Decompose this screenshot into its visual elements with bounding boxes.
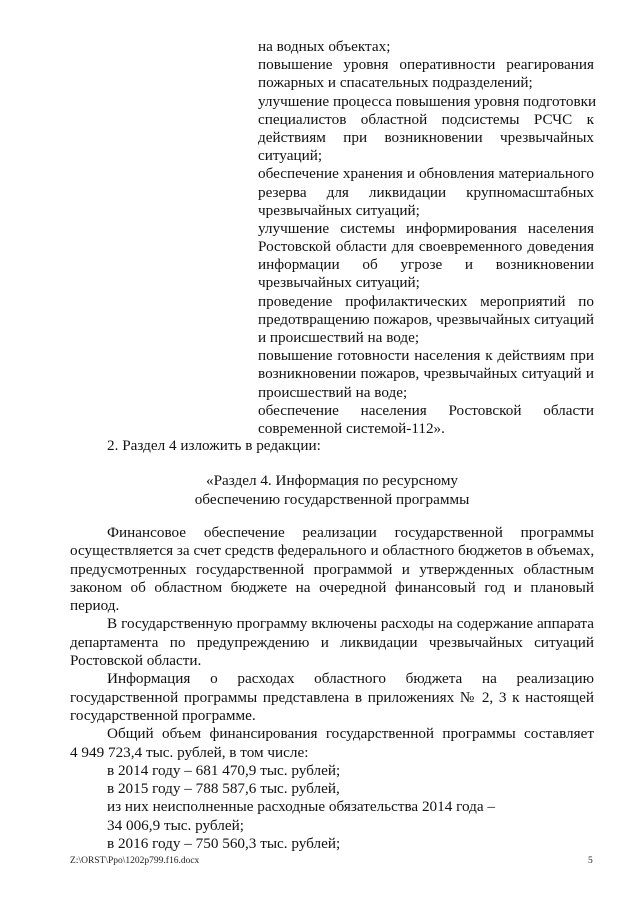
paragraph-line: 34 006,9 тыс. рублей;: [107, 816, 244, 834]
list-line: чрезвычайных ситуаций;: [258, 201, 420, 219]
list-line: пожарных и спасательных подразделений;: [258, 74, 533, 92]
page-number: 5: [588, 856, 593, 866]
heading-line-1: «Раздел 4. Информация по ресурсному: [205, 472, 459, 489]
list-line: чрезвычайных ситуаций;: [258, 274, 420, 292]
list-line: современной системой-112».: [258, 419, 445, 437]
footer-file-path: Z:\ORST\Ppo\1202p799.f16.docx: [70, 856, 200, 866]
list-line: происшествий на воде;: [258, 383, 408, 401]
paragraph-line: Финансовое обеспечение реализации государственной программы: [107, 524, 594, 541]
paragraph-line: департамента по предупреждению и ликвидации чрезвычайных ситуаций: [70, 633, 594, 651]
section-item: 2. Раздел 4 изложить в редакции:: [107, 437, 321, 454]
list-line: специалистов областной подсистемы РСЧС к: [258, 110, 594, 128]
paragraph-line: осуществляется за счет средств федерального и областного бюджетов в объемах,: [70, 542, 595, 560]
paragraph-line: 4 949 723,4 тыс. рублей, в том числе:: [70, 743, 309, 761]
paragraph-line: в 2015 году – 788 587,6 тыс. рублей,: [107, 780, 340, 798]
list-line: действиям при возникновении чрезвычайных: [258, 128, 594, 146]
list-line: ситуаций;: [258, 147, 323, 165]
paragraph-line: из них неисполненные расходные обязательства 2014 года –: [107, 798, 495, 816]
list-line: на водных объектах;: [258, 38, 391, 55]
list-line: обеспечение хранения и обновления материального: [258, 165, 594, 183]
paragraph-line: в 2016 году – 750 560,3 тыс. рублей;: [107, 835, 341, 853]
section-heading: [70, 472, 594, 509]
list-line: предотвращению пожаров, чрезвычайных ситуаций: [258, 310, 594, 328]
list-line: возникновении пожаров, чрезвычайных ситуаций и: [258, 365, 594, 383]
paragraph-line: предусмотренных государственной программой и утвержденных областным: [70, 560, 594, 578]
list-line: информации об угрозе и возникновении: [258, 256, 594, 274]
paragraph-line: законом об областном бюджете на очередной финансовый год и плановый: [70, 578, 594, 596]
list-column: [258, 38, 597, 438]
list-line: Ростовской области для своевременного доведения: [258, 238, 594, 256]
paragraph-line: в 2014 году – 681 470,9 тыс. рублей;: [107, 761, 341, 779]
list-line: резерва для ликвидации крупномасштабных: [258, 183, 594, 201]
list-line: обеспечение населения Ростовской области: [258, 401, 594, 419]
list-line: повышение уровня оперативности реагирования: [258, 56, 594, 74]
paragraph-line: государственной программе.: [70, 706, 256, 724]
paragraph-line: В государственную программу включены расходы на содержание аппарата: [107, 615, 594, 633]
list-line: улучшение системы информирования населения: [258, 219, 594, 237]
list-line: и происшествий на воде;: [258, 329, 420, 346]
list-line: проведение профилактических мероприятий по: [258, 292, 594, 310]
list-line: улучшение процесса повышения уровня подготовки: [258, 92, 597, 110]
paragraph-line: Информация о расходах областного бюджета на реализацию: [107, 670, 594, 688]
paragraph-line: период.: [70, 597, 120, 615]
body-text: [70, 524, 594, 853]
paragraph-line: Ростовской области.: [70, 652, 202, 670]
heading-line-2: обеспечению государственной программы: [194, 490, 470, 508]
paragraph-line: Общий объем финансирования государственной программы составляет: [107, 725, 594, 743]
paragraph-line: государственной программы представлена в приложениях № 2, 3 к настоящей: [70, 688, 594, 706]
list-line: повышение готовности населения к действиям при: [258, 347, 594, 365]
